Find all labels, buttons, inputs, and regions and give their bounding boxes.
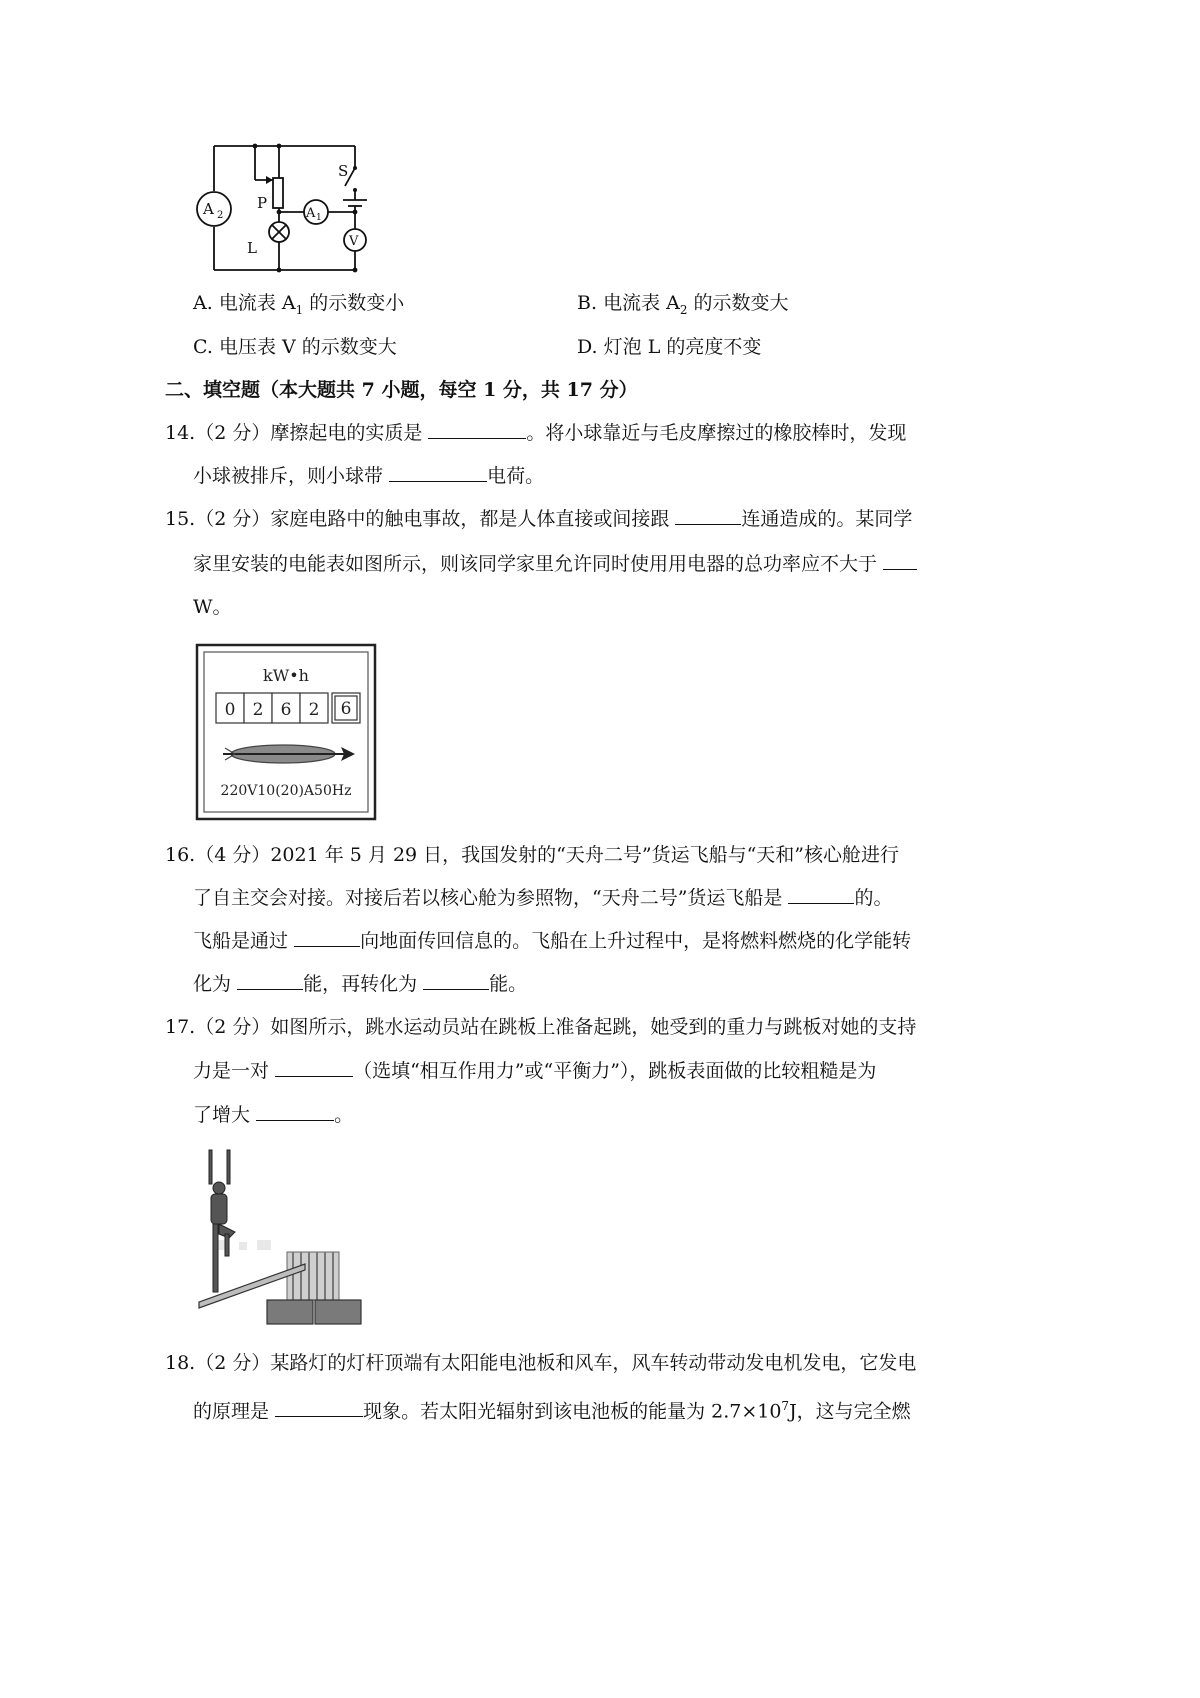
question-15-line-3: W。 [193,596,232,618]
question-15-line-1: 15.（2 分）家庭电路中的触电事故，都是人体直接或间接跟 连通造成的。某同学 [165,508,913,530]
meter-digit: 6 [340,699,352,719]
slider-label: P [257,194,268,212]
ammeter-a1-label: A [306,206,316,221]
option-a: A. 电流表 $A_1$ 的示数变小 [193,292,405,317]
ammeter-a2-subscript: 2 [217,210,224,221]
meter-rating: 220V10(20)A50Hz [220,783,352,799]
question-16-line-1: 16.（4 分）2021 年 5 月 29 日，我国发射的“天舟二号”货运飞船与“天和”核心舱进行 [165,844,900,866]
answer-blank[interactable] [275,1398,363,1417]
option-b: B. 电流表 $A_2$ 的示数变大 [577,292,789,317]
question-18-line-1: 18.（2 分）某路灯的灯杆顶端有太阳能电池板和风车，风车转动带动发电机发电，它发电 [165,1352,917,1374]
option-d: D. 灯泡 L 的亮度不变 [577,336,762,358]
question-17-line-2: 力是一对 （选填“相互作用力”或“平衡力”），跳板表面做的比较粗糙是为 [193,1060,877,1082]
ammeter-a1-subscript: 1 [316,213,322,223]
answer-blank[interactable] [428,420,526,439]
answer-blank[interactable] [675,506,741,525]
answer-blank[interactable] [237,971,303,990]
question-17-line-3: 了增大 。 [193,1104,354,1126]
lamp-label: L [247,239,257,257]
question-16-line-4: 化为 能，再转化为 能。 [193,973,528,995]
switch-label: S [338,162,349,180]
question-16-line-2: 了自主交会对接。对接后若以核心舱为参照物，“天舟二号”货运飞船是 的。 [193,887,893,909]
section-heading: 二、填空题（本大题共 7 小题，每空 1 分，共 17 分） [165,379,638,401]
ammeter-a2-label: A [203,200,214,218]
meter-digit: 2 [308,700,320,720]
question-15-line-2: 家里安装的电能表如图所示，则该同学家里允许同时使用用电器的总功率应不大于 [193,551,917,577]
question-14-line-1: 14.（2 分）摩擦起电的实质是 。将小球靠近与毛皮摩擦过的橡胶棒时，发现 [165,422,907,444]
question-14-line-2: 小球被排斥，则小球带 电荷。 [193,465,545,487]
diver-illustration [195,1148,365,1328]
answer-blank[interactable] [788,885,854,904]
meter-unit: kW•h [263,666,309,685]
answer-blank[interactable] [294,928,360,947]
electric-meter [195,643,377,821]
answer-blank[interactable] [256,1102,334,1121]
meter-digit: 6 [280,700,292,720]
question-18-line-2: 的原理是 现象。若太阳光辐射到该电池板的能量为 $2.7\times 10^7J$，这与完全燃 [193,1399,911,1423]
question-16-line-3: 飞船是通过 向地面传回信息的。飞船在上升过程中，是将燃料燃烧的化学能转 [193,930,912,952]
circuit-diagram [195,140,385,280]
meter-digit: 0 [224,700,236,720]
question-17-line-1: 17.（2 分）如图所示，跳水运动员站在跳板上准备起跳，她受到的重力与跳板对她的支持 [165,1016,917,1038]
answer-blank[interactable] [389,463,487,482]
answer-blank[interactable] [883,551,917,570]
answer-blank[interactable] [275,1058,353,1077]
meter-digit: 2 [252,700,264,720]
option-c: C. 电压表 V 的示数变大 [193,336,397,358]
answer-blank[interactable] [423,971,489,990]
voltmeter-label: V [349,234,359,249]
